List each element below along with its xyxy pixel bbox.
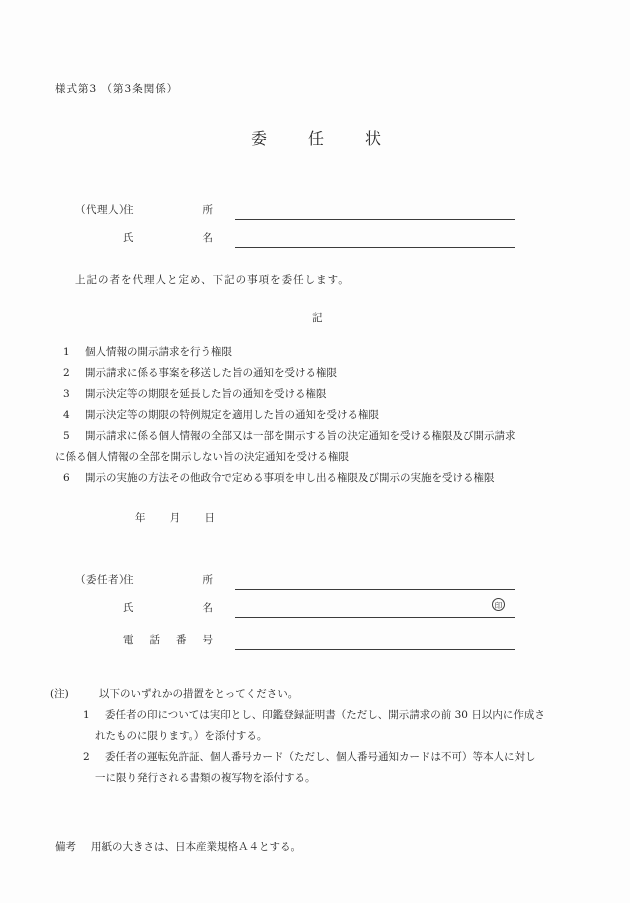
item-number: 6 [63, 472, 70, 484]
form-number: 様式第3 （第3条関係） [55, 83, 179, 95]
principal-name-label: 氏名 [123, 602, 213, 614]
delegation-item-list [55, 345, 613, 492]
note-item-continuation [95, 729, 610, 750]
list-item [63, 345, 613, 366]
item-number: 3 [63, 388, 70, 400]
note-item-continuation [95, 771, 610, 792]
agent-name-label: 氏名 [123, 232, 213, 244]
agent-prefix: （代理人） [75, 204, 130, 216]
list-item [63, 429, 613, 450]
list-item [63, 408, 613, 429]
principal-phone-fill-line [235, 633, 515, 650]
principal-prefix: （委任者） [75, 574, 130, 586]
remarks-label: 備考 [55, 841, 76, 853]
note-item-text: れたものに限ります。）を添付する。 [95, 730, 268, 742]
remarks-text: 用紙の大きさは、日本産業規格Ａ４とする。 [91, 841, 301, 853]
note-item-text: 委任者の運転免許証、個人番号カード（ただし、個人番号通知カードは不可）等本人に対し [105, 751, 536, 763]
note-item-text: 委任者の印については実印とし、印鑑登録証明書（ただし、開示請求の前 30 日以内に作成さ [105, 709, 545, 721]
principal-address-row [75, 572, 515, 587]
principal-name-row [75, 600, 515, 615]
agent-name-fill-line [235, 231, 515, 248]
item-number: 5 [63, 430, 70, 442]
item-number: 2 [63, 367, 70, 379]
notes-header [50, 687, 610, 708]
agent-address-fill-line [235, 203, 515, 220]
item-text: 開示決定等の期限を延長した旨の通知を受ける権限 [85, 388, 327, 400]
date-line [135, 510, 215, 525]
principal-name-fill-line [235, 601, 515, 618]
note-item-text: 一に限り発行される書類の複写物を添付する。 [95, 772, 316, 784]
list-item [63, 471, 613, 492]
note-item-number: 1 [83, 709, 90, 721]
remarks-row [55, 839, 301, 854]
item-number: 1 [63, 346, 70, 358]
list-item [63, 387, 613, 408]
principal-phone-label: 電話番号 [123, 634, 213, 646]
declaration-text: 上記の者を代理人と定め、下記の事項を委任します。 [75, 274, 350, 286]
notes-section [50, 687, 610, 792]
item-text: 開示の実施の方法その他政令で定める事項を申し出る権限及び開示の実施を受ける権限 [85, 472, 495, 484]
agent-address-label: 住所 [123, 204, 213, 216]
document-title: 委任状 [251, 129, 423, 148]
date-label: 年月日 [135, 512, 215, 524]
notes-marker: (注) [50, 688, 69, 700]
list-item [63, 366, 613, 387]
principal-phone-row [75, 632, 515, 647]
item-number: 4 [63, 409, 70, 421]
agent-name-row [75, 230, 515, 245]
item-text: 開示請求に係る個人情報の全部又は一部を開示する旨の決定通知を受ける権限及び開示請求 [85, 430, 516, 442]
agent-address-row [75, 202, 515, 217]
note-item-number: 2 [83, 751, 90, 763]
item-text: 開示決定等の期限の特例規定を適用した旨の通知を受ける権限 [85, 409, 379, 421]
list-item-continuation [55, 450, 613, 471]
seal-icon: 印 [492, 598, 505, 611]
note-item [83, 750, 610, 771]
record-heading: 記 [312, 312, 323, 324]
item-text: に係る個人情報の全部を開示しない旨の決定通知を受ける権限 [55, 451, 349, 463]
principal-address-label: 住所 [123, 574, 213, 586]
notes-intro: 以下のいずれかの措置をとってください。 [99, 688, 299, 700]
item-text: 開示請求に係る事案を移送した旨の通知を受ける権限 [85, 367, 337, 379]
note-item [83, 708, 610, 729]
principal-address-fill-line [235, 573, 515, 590]
item-text: 個人情報の開示請求を行う権限 [85, 346, 232, 358]
